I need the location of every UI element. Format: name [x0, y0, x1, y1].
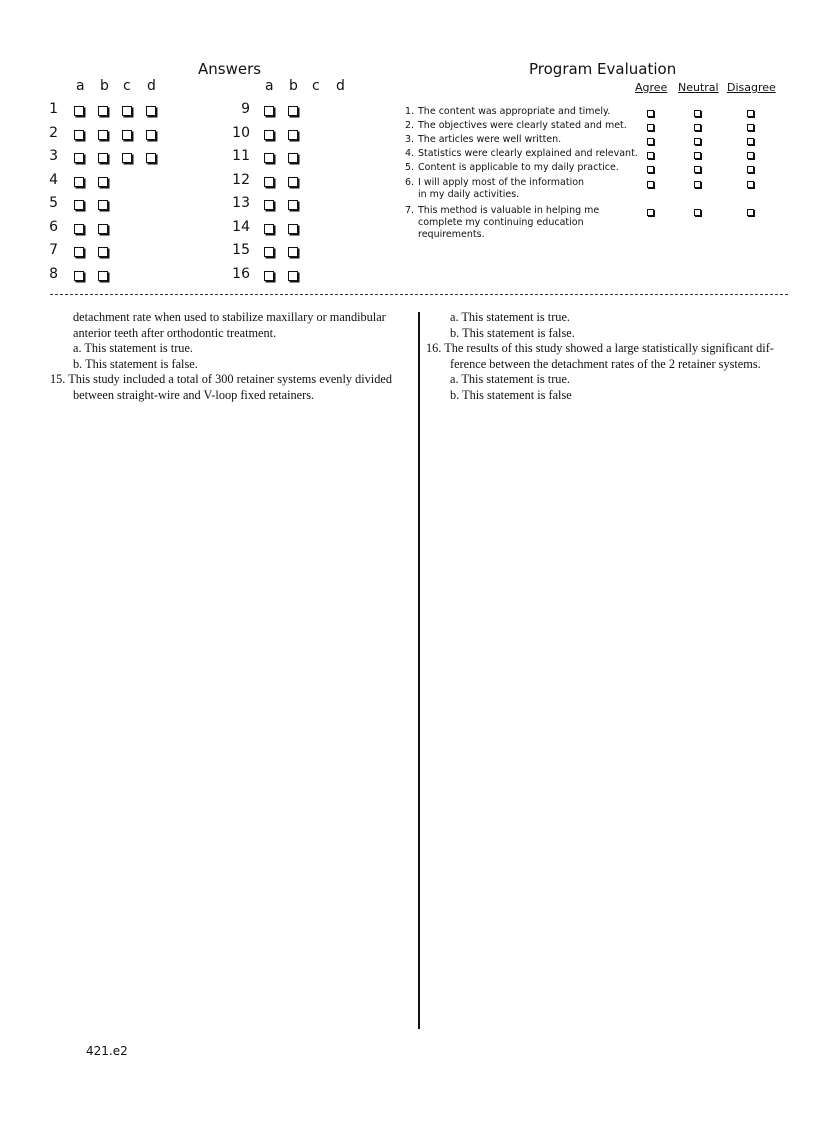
- evaluation-item-text: The articles were well written.: [418, 134, 562, 145]
- evaluation-checkbox-neutral[interactable]: [694, 152, 701, 159]
- answer-checkbox[interactable]: [98, 271, 108, 281]
- evaluation-checkbox-disagree[interactable]: [747, 110, 754, 117]
- evaluation-item-number: 3.: [405, 134, 415, 145]
- right-column-line: b. This statement is false.: [450, 325, 575, 340]
- right-column-line: a. This statement is true.: [450, 372, 570, 387]
- evaluation-item-text: I will apply most of the information: [418, 177, 585, 188]
- question-number: 5: [49, 195, 58, 211]
- right-column-line: 16. The results of this study showed a large statistically significant dif-: [426, 341, 774, 356]
- evaluation-item-number: 6.: [405, 177, 415, 188]
- answer-checkbox[interactable]: [74, 247, 84, 257]
- question-number: 6: [49, 218, 58, 235]
- question-number: 14: [232, 218, 250, 235]
- answer-checkbox[interactable]: [288, 271, 298, 281]
- answer-checkbox[interactable]: [74, 200, 84, 210]
- evaluation-checkbox-agree[interactable]: [647, 124, 654, 131]
- evaluation-checkbox-agree[interactable]: [647, 152, 654, 159]
- answer-checkbox[interactable]: [264, 153, 274, 163]
- evaluation-item-text: Content is applicable to my daily practice.: [418, 162, 619, 173]
- answer-checkbox[interactable]: [264, 200, 274, 210]
- answer-checkbox[interactable]: [264, 177, 274, 187]
- answer-checkbox[interactable]: [122, 153, 132, 163]
- right-column-line: b. This statement is false: [450, 388, 572, 402]
- page-number: 421.e2: [86, 1044, 128, 1058]
- question-number: 9: [241, 101, 250, 117]
- question-number: 8: [49, 265, 58, 282]
- evaluation-item-text: in my daily activities.: [418, 189, 520, 200]
- question-number: 1: [49, 101, 58, 117]
- answer-checkbox[interactable]: [98, 224, 108, 234]
- left-column-line: 15. This study included a total of 300 retainer systems evenly divided: [50, 372, 392, 387]
- evaluation-column-neutral: Neutral: [678, 81, 719, 94]
- left-column-line: detachment rate when used to stabilize maxillary or mandibular: [73, 310, 386, 324]
- evaluation-checkbox-neutral[interactable]: [694, 124, 701, 131]
- answer-column-header-left: d: [147, 78, 156, 94]
- question-number: 15: [232, 242, 250, 258]
- answer-checkbox[interactable]: [74, 224, 84, 234]
- right-column-line: ference between the detachment rates of the 2 retainer systems.: [450, 356, 761, 371]
- evaluation-checkbox-agree[interactable]: [647, 138, 654, 145]
- answer-checkbox[interactable]: [122, 106, 132, 116]
- question-number: 3: [49, 148, 58, 164]
- answer-column-header-left: a: [76, 78, 85, 94]
- answer-column-header-left: c: [123, 78, 131, 94]
- evaluation-checkbox-neutral[interactable]: [694, 110, 701, 117]
- evaluation-item-text: The content was appropriate and timely.: [418, 106, 611, 117]
- answer-checkbox[interactable]: [288, 153, 298, 163]
- answer-checkbox[interactable]: [146, 106, 156, 116]
- answer-checkbox[interactable]: [288, 247, 298, 257]
- left-column-line: a. This statement is true.: [73, 341, 193, 356]
- answer-checkbox[interactable]: [98, 153, 108, 163]
- evaluation-item-text: This method is valuable in helping me: [418, 205, 600, 216]
- program-evaluation-title: Program Evaluation: [529, 60, 677, 78]
- evaluation-checkbox-agree[interactable]: [647, 166, 654, 173]
- answer-checkbox[interactable]: [288, 177, 298, 187]
- evaluation-checkbox-agree[interactable]: [647, 209, 654, 216]
- evaluation-checkbox-agree[interactable]: [647, 110, 654, 117]
- evaluation-checkbox-disagree[interactable]: [747, 181, 754, 188]
- evaluation-column-agree: Agree: [635, 81, 668, 94]
- answer-checkbox[interactable]: [264, 247, 274, 257]
- evaluation-item-number: 4.: [405, 148, 415, 159]
- answer-checkbox[interactable]: [288, 130, 298, 140]
- evaluation-checkbox-disagree[interactable]: [747, 138, 754, 145]
- evaluation-item-number: 7.: [405, 205, 415, 216]
- question-number: 16: [232, 265, 250, 282]
- answer-checkbox[interactable]: [74, 106, 84, 116]
- answer-checkbox[interactable]: [264, 106, 274, 116]
- answer-checkbox[interactable]: [146, 130, 156, 140]
- evaluation-item-text: Statistics were clearly explained and relevant.: [418, 148, 638, 159]
- answers-title: Answers: [198, 60, 262, 78]
- answer-column-header-left: b: [100, 78, 109, 94]
- answer-checkbox[interactable]: [98, 130, 108, 140]
- column-divider: [418, 312, 420, 1029]
- answer-column-header-right: b: [289, 78, 298, 94]
- question-number: 12: [232, 171, 250, 188]
- evaluation-column-disagree: Disagree: [727, 81, 776, 94]
- answer-checkbox[interactable]: [74, 130, 84, 140]
- evaluation-item-number: 5.: [405, 162, 415, 173]
- answer-checkbox[interactable]: [122, 130, 132, 140]
- question-number: 10: [232, 124, 250, 141]
- answer-checkbox[interactable]: [98, 247, 108, 257]
- evaluation-item-text: requirements.: [418, 229, 485, 240]
- evaluation-item-number: 2.: [405, 120, 415, 131]
- answer-checkbox[interactable]: [264, 224, 274, 234]
- dashed-divider: [50, 294, 788, 295]
- evaluation-item-text: The objectives were clearly stated and met.: [418, 120, 627, 131]
- answer-checkbox[interactable]: [288, 106, 298, 116]
- answer-column-header-right: c: [312, 78, 320, 94]
- evaluation-checkbox-neutral[interactable]: [694, 209, 701, 216]
- answer-checkbox[interactable]: [288, 200, 298, 210]
- answer-column-header-right: d: [336, 78, 345, 94]
- answer-column-header-right: a: [265, 78, 274, 94]
- answer-checkbox[interactable]: [74, 153, 84, 163]
- evaluation-checkbox-disagree[interactable]: [747, 152, 754, 159]
- evaluation-checkbox-disagree[interactable]: [747, 124, 754, 131]
- question-number: 7: [49, 242, 58, 258]
- answer-checkbox[interactable]: [98, 177, 108, 187]
- answer-checkbox[interactable]: [146, 153, 156, 163]
- question-number: 2: [49, 124, 58, 141]
- answer-checkbox[interactable]: [98, 106, 108, 116]
- evaluation-item-text: complete my continuing education: [418, 217, 584, 228]
- evaluation-checkbox-disagree[interactable]: [747, 166, 754, 173]
- evaluation-checkbox-agree[interactable]: [647, 181, 654, 188]
- evaluation-checkbox-neutral[interactable]: [694, 138, 701, 145]
- left-column-line: between straight-wire and V-loop fixed retainers.: [73, 388, 315, 402]
- left-column-line: b. This statement is false.: [73, 356, 198, 371]
- answer-checkbox[interactable]: [288, 224, 298, 234]
- answer-checkbox[interactable]: [74, 271, 84, 281]
- left-column-line: anterior teeth after orthodontic treatment.: [73, 325, 277, 340]
- evaluation-checkbox-disagree[interactable]: [747, 209, 754, 216]
- evaluation-checkbox-neutral[interactable]: [694, 181, 701, 188]
- question-number: 11: [232, 148, 250, 164]
- evaluation-checkbox-neutral[interactable]: [694, 166, 701, 173]
- answer-checkbox[interactable]: [98, 200, 108, 210]
- question-number: 4: [49, 171, 58, 188]
- right-column-line: a. This statement is true.: [450, 310, 570, 324]
- answer-checkbox[interactable]: [74, 177, 84, 187]
- question-number: 13: [232, 195, 250, 211]
- answer-checkbox[interactable]: [264, 271, 274, 281]
- answer-checkbox[interactable]: [264, 130, 274, 140]
- evaluation-item-number: 1.: [405, 106, 415, 117]
